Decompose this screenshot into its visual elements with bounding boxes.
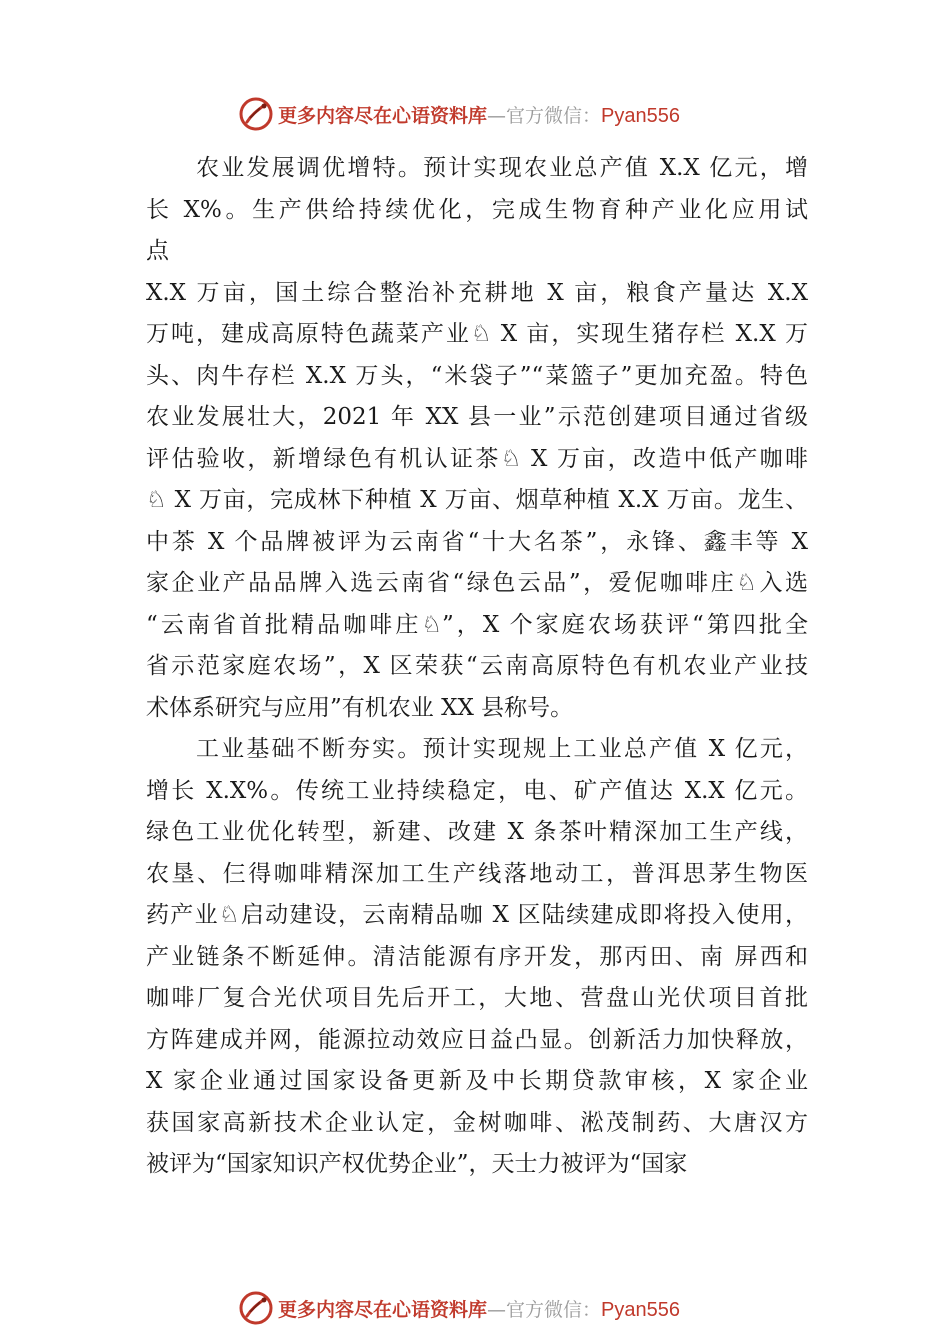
text-line: 万吨，建成高原特色蔬菜产业♘ X 亩，实现生猪存栏 X.X 万 xyxy=(146,321,808,347)
header-handle: Pyan556 xyxy=(601,104,680,127)
text-line: 评估验收，新增绿色有机认证茶♘ X 万亩，改造中低产咖啡 xyxy=(146,445,808,472)
text-line: 被评为“国家知识产权优势企业”，天士力被评为“国家 xyxy=(146,1151,688,1177)
text-line: 省示范家庭农场”，X 区荣获“云南高原特色有机农业产业技 xyxy=(146,653,808,679)
text-line: 获国家高新技术企业认定，金树咖啡、淞茂制药、大唐汉方 xyxy=(146,1109,808,1136)
text-line: 术体系研究与应用”有机农业 XX 县称号。 xyxy=(146,694,574,721)
text-line: 家企业产品品牌入选云南省“绿色云品”，爱伲咖啡庄♘入选 xyxy=(146,570,808,596)
text-line: X.X 万亩，国土综合整治补充耕地 X 亩，粮食产量达 X.X xyxy=(146,279,808,306)
paragraph-industry xyxy=(146,729,808,1186)
header-banner xyxy=(238,94,738,134)
header-brand: 更多内容尽在心语资料库 xyxy=(278,104,488,127)
document-body xyxy=(146,148,808,1186)
footer-text xyxy=(278,1295,680,1322)
header-separator: —官方微信： xyxy=(487,104,602,127)
text-line: ♘ X 万亩，完成林下种植 X 万亩、烟草种植 X.X 万亩。龙生、 xyxy=(146,487,808,513)
footer-banner xyxy=(238,1288,738,1328)
text-line: “云南省首批精品咖啡庄♘”，X 个家庭农场获评“第四批全 xyxy=(146,611,808,638)
text-line: 头、肉牛存栏 X.X 万头，“米袋子”“菜篮子”更加充盈。特色 xyxy=(146,362,808,389)
brand-logo-icon xyxy=(238,96,274,132)
text-line: 方阵建成并网，能源拉动效应日益凸显。创新活力加快释放， xyxy=(146,1026,808,1053)
footer-brand: 更多内容尽在心语资料库 xyxy=(278,1298,488,1321)
paragraph-agriculture xyxy=(146,148,808,729)
text-line: 点 xyxy=(146,238,169,264)
text-line: 绿色工业优化转型，新建、改建 X 条茶叶精深加工生产线， xyxy=(146,819,808,845)
text-line: 咖啡厂复合光伏项目先后开工，大地、营盘山光伏项目首批 xyxy=(146,985,808,1011)
text-line: 增长 X.X%。传统工业持续稳定，电、矿产值达 X.X 亿元。 xyxy=(146,777,808,804)
text-line: X 家企业通过国家设备更新及中长期贷款审核，X 家企业 xyxy=(146,1068,808,1094)
text-line: 工业基础不断夯实。预计实现规上工业总产值 X 亿元， xyxy=(196,736,808,762)
text-line: 长 X%。生产供给持续优化，完成生物育种产业化应用试 xyxy=(146,196,808,223)
footer-handle: Pyan556 xyxy=(601,1298,680,1321)
brand-logo-icon xyxy=(238,1290,274,1326)
text-line: 农垦、仨得咖啡精深加工生产线落地动工，普洱思茅生物医 xyxy=(146,860,808,887)
text-line: 产业链条不断延伸。清洁能源有序开发，那丙田、南 屏西和 xyxy=(146,943,808,970)
text-line: 药产业♘启动建设，云南精品咖 X 区陆续建成即将投入使用， xyxy=(146,902,808,928)
text-line: 中茶 X 个品牌被评为云南省“十大名茶”，永锋、鑫丰等 X xyxy=(146,528,808,555)
footer-separator: —官方微信： xyxy=(487,1298,602,1321)
text-line: 农业发展壮大，2021 年 XX 县一业”示范创建项目通过省级 xyxy=(146,404,808,430)
text-line: 农业发展调优增特。预计实现农业总产值 X.X 亿元，增 xyxy=(196,155,808,181)
header-text xyxy=(278,101,680,128)
